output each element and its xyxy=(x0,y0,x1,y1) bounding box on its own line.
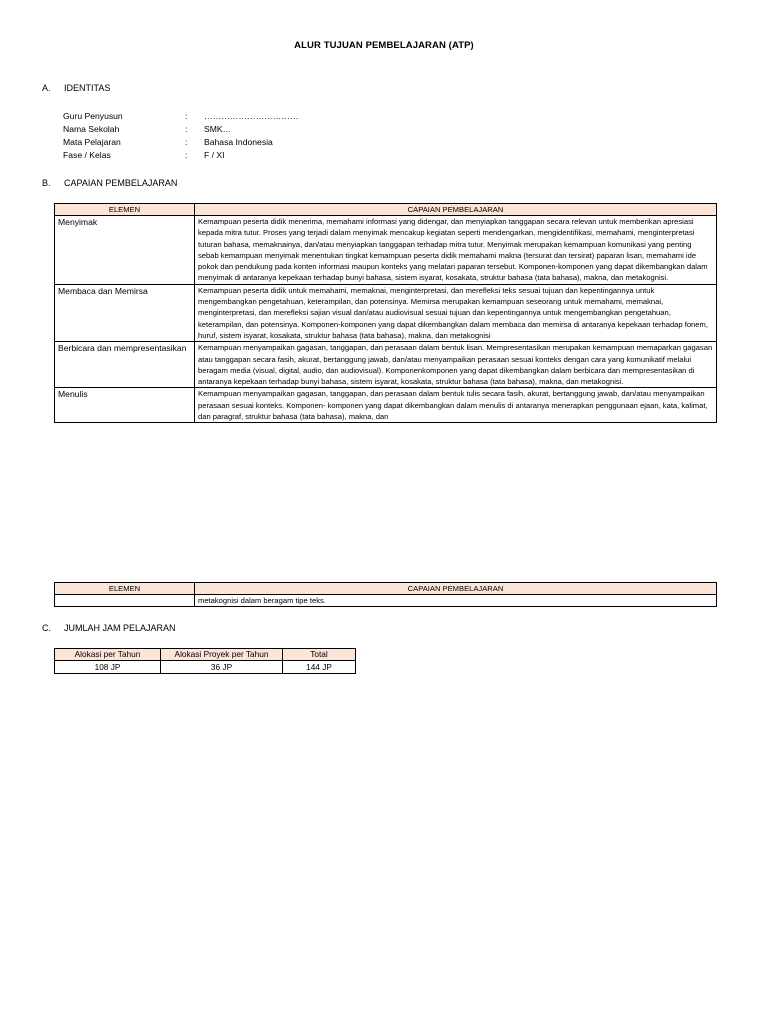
identitas-value: SMK… xyxy=(204,124,232,134)
column-header-capaian: CAPAIAN PEMBELAJARAN xyxy=(195,204,717,216)
column-header-capaian: CAPAIAN PEMBELAJARAN xyxy=(195,583,717,595)
section-title: CAPAIAN PEMBELAJARAN xyxy=(64,178,178,188)
capaian-cell: Kemampuan peserta didik untuk memahami, memaknai, menginterpretasi, dan merefleksi teks sesuai tujuan dan kepentingannya untuk mengembangkan pengetahuan, keterampilan, dan potensinya. Memirsa merupakan kemampuan seseorang untuk memahami, memaknai, menginterpretasi, dan merefleksi sajian visual dan/atau audiovisual sesuai tujuan dan kepentingannya untuk mengembangkan pengetahuan, keterampilan, dan potensinya. Komponen-komponen yang dapat dikembangkan dalam membaca dan memirsa di antaranya kepekaan terhadap fonem, huruf, sistem isyarat, kosakata, struktur bahasa (tata bahasa), makna, dan metakognisi xyxy=(195,284,717,341)
capaian-cell: Kemampuan peserta didik menerima, memahami informasi yang didengar, dan menyiapkan tanggapan secara relevan untuk memberikan apresiasi kepada mitra tutur. Proses yang terjadi dalam menyimak mencakup kegiatan seperti mendengarkan, mengidentifikasi, memahami, menginterpretasi tuturan bahasa, memaknainya, dan/atau menyiapkan tanggapan terhadap mitra tutur. Menyimak merupakan kemampuan komunikasi yang penting sebab kemampuan menyimak menentukan tingkat kemampuan peserta didik memahami makna (tersurat dan tersirat) paparan lisan, memahami ide pokok dan pendukung pada konten informasi maupun konteks yang melatari paparan tersebut. Komponen-komponen yang dapat dikembangkan dalam menyimak di antaranya kepekaan terhadap bunyi bahasa, sistem isyarat, kosakata, struktur bahasa (tata bahasa), makna, dan metakognisi. xyxy=(195,216,717,285)
identitas-label: Nama Sekolah xyxy=(63,124,120,134)
table-row xyxy=(55,342,717,388)
identitas-row-mapel xyxy=(63,136,299,149)
table-row xyxy=(55,661,356,674)
section-number: B. xyxy=(42,178,51,188)
elemen-cell: Berbicara dan mempresentasikan xyxy=(55,342,195,388)
elemen-cell xyxy=(55,595,195,607)
column-header-alokasi-tahun: Alokasi per Tahun xyxy=(55,649,161,661)
column-header-total: Total xyxy=(283,649,356,661)
table-row xyxy=(55,284,717,341)
section-number: A. xyxy=(42,83,51,93)
total-cell: 144 JP xyxy=(283,661,356,674)
capaian-table-continued xyxy=(54,582,717,607)
table-row xyxy=(55,388,717,423)
column-header-elemen: ELEMEN xyxy=(55,583,195,595)
identitas-value: …………………………… xyxy=(204,111,299,121)
table-row xyxy=(55,595,717,607)
section-number: C. xyxy=(42,623,51,633)
identitas-value: F / XI xyxy=(204,150,225,160)
identitas-label: Mata Pelajaran xyxy=(63,137,121,147)
identitas-row-fase xyxy=(63,149,299,162)
identitas-label: Fase / Kelas xyxy=(63,150,111,160)
identitas-colon: : xyxy=(185,150,188,160)
identitas-list xyxy=(63,110,299,162)
identitas-label: Guru Penyusun xyxy=(63,111,123,121)
table-row xyxy=(55,216,717,285)
elemen-cell: Menulis xyxy=(55,388,195,423)
column-header-elemen: ELEMEN xyxy=(55,204,195,216)
table-header-row xyxy=(55,583,717,595)
section-title: JUMLAH JAM PELAJARAN xyxy=(64,623,176,633)
section-identitas-heading xyxy=(42,83,110,93)
identitas-value: Bahasa Indonesia xyxy=(204,137,273,147)
identitas-colon: : xyxy=(185,124,188,134)
elemen-cell: Menyimak xyxy=(55,216,195,285)
alokasi-tahun-cell: 108 JP xyxy=(55,661,161,674)
elemen-cell: Membaca dan Memirsa xyxy=(55,284,195,341)
capaian-cell: metakognisi dalam beragam tipe teks. xyxy=(195,595,717,607)
capaian-cell: Kemampuan menyampaikan gagasan, tanggapan, dan perasaan dalam bentuk tulis secara fasih, akurat, bertanggung jawab, dan/atau menyampaikan perasaan sesuai konteks. Komponen- komponen yang dapat dikembangkan dalam menulis di antaranya menerapkan penggunaan ejaan, kata, kalimat, dan paragraf, struktur bahasa (tata bahasa), makna, dan xyxy=(195,388,717,423)
section-title: IDENTITAS xyxy=(64,83,111,93)
identitas-colon: : xyxy=(185,111,188,121)
identitas-colon: : xyxy=(185,137,188,147)
table-header-row xyxy=(55,649,356,661)
column-header-alokasi-proyek: Alokasi Proyek per Tahun xyxy=(161,649,283,661)
identitas-row-guru xyxy=(63,110,299,123)
capaian-cell: Kemampuan menyampaikan gagasan, tanggapan, dan perasaan dalam bentuk lisan. Mempresentasikan merupakan kemampuan memaparkan gagasan atau tanggapan secara fasih, akurat, bertanggung jawab, dan/atau menyampaikan perasaan sesuai konteks dengan cara yang komunikatif melalui beragam media (visual, digital, audio, dan audiovisual). Komponenkomponen yang dapat dikembangkan dalam berbicara dan mempresentasikan di antaranya kepekaan terhadap bunyi bahasa, sistem isyarat, kosakata, struktur bahasa (tata bahasa), makna, dan metakognisi. xyxy=(195,342,717,388)
page-title: ALUR TUJUAN PEMBELAJARAN (ATP) xyxy=(294,40,474,51)
section-capaian-heading xyxy=(42,178,177,188)
table-header-row xyxy=(55,204,717,216)
identitas-row-sekolah xyxy=(63,123,299,136)
alokasi-proyek-cell: 36 JP xyxy=(161,661,283,674)
capaian-table xyxy=(54,203,717,423)
section-jumlah-jam-heading xyxy=(42,623,176,633)
jumlah-jam-table xyxy=(54,648,356,674)
